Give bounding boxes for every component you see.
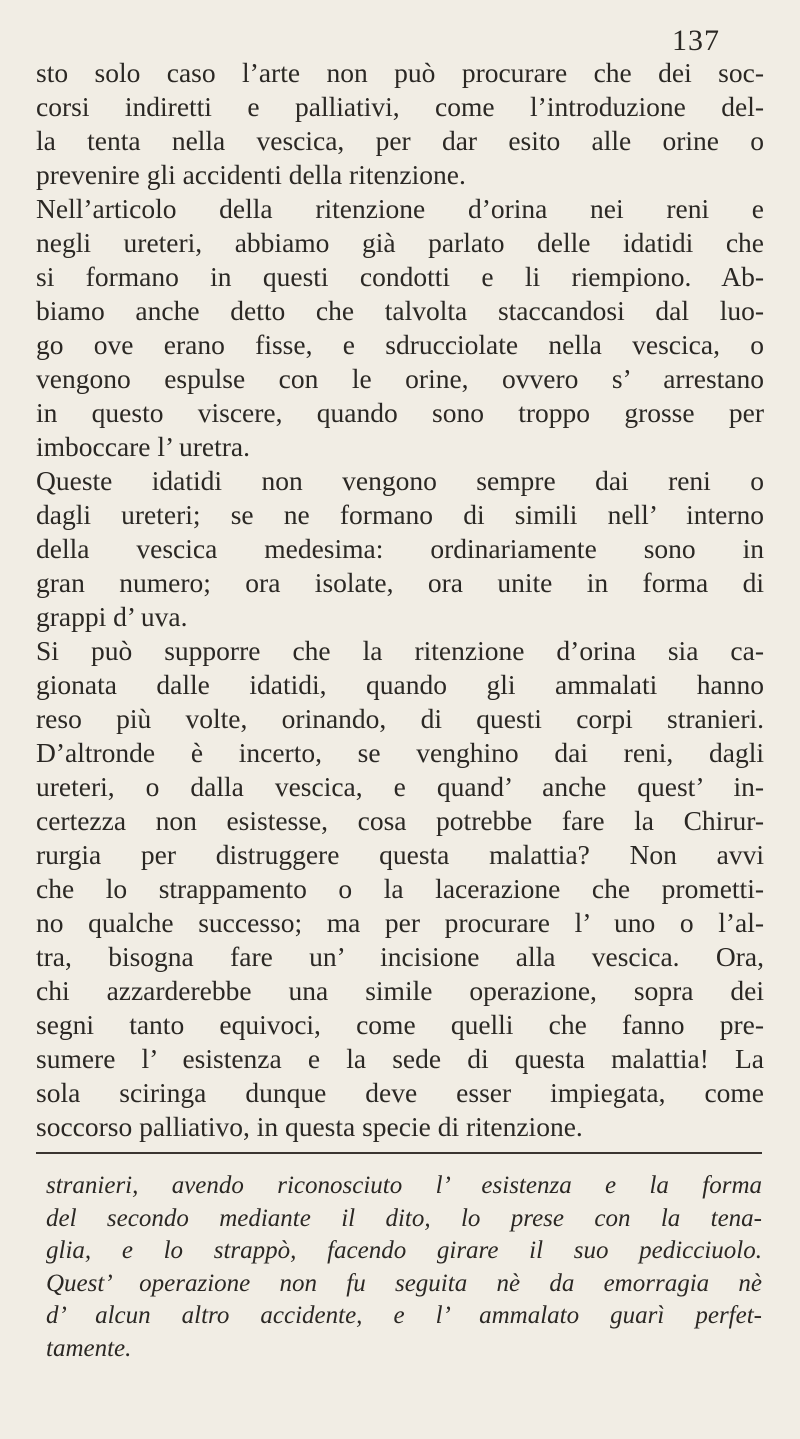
text-line: della vescica medesima: ordinariamente sono in [36, 533, 764, 564]
text-line: rurgia per distruggere questa malattia? Non avvi [36, 839, 764, 870]
text-line: segni tanto equivoci, come quelli che fanno pre- [36, 1009, 764, 1040]
text-line: in questo viscere, quando sono troppo grosse per [36, 397, 764, 428]
text-line: dagli ureteri; se ne formano di simili nell’ interno [36, 499, 764, 530]
text-line: negli ureteri, abbiamo già parlato delle idatidi che [36, 227, 764, 258]
text-line: chi azzarderebbe una simile operazione, sopra dei [36, 975, 764, 1006]
text-line: si formano in questi condotti e li riempiono. Ab- [36, 261, 764, 292]
footnote-line: d’ alcun altro accidente, e l’ ammalato guarì perfet- [46, 1302, 762, 1329]
footnote-line: Quest’ operazione non fu seguita nè da emorragia nè [46, 1269, 762, 1297]
text-line: go ove erano fisse, e sdrucciolate nella vescica, o [36, 329, 764, 360]
text-line: prevenire gli accidenti della ritenzione. [36, 159, 466, 190]
page-number: 137 [672, 24, 720, 57]
text-line: soccorso palliativo, in questa specie di ritenzione. [36, 1111, 583, 1142]
text-line: no qualche successo; ma per procurare l’ uno o l’al- [36, 907, 764, 938]
footnote-line: glia, e lo strappò, facendo girare il suo pedicciuolo. [46, 1237, 762, 1264]
text-line: Si può supporre che la ritenzione d’orina sia ca- [36, 635, 764, 666]
footnote-divider [36, 1152, 762, 1154]
text-line: certezza non esistesse, cosa potrebbe fare la Chirur- [36, 805, 764, 836]
footnote-line: tamente. [46, 1334, 132, 1362]
footnote [46, 1170, 762, 1365]
text-line: gionata dalle idatidi, quando gli ammalati hanno [36, 669, 764, 700]
text-line: ureteri, o dalla vescica, e quand’ anche quest’ in- [36, 771, 764, 802]
text-line: sto solo caso l’arte non può procurare che dei soc- [36, 57, 764, 88]
text-line: che lo strappamento o la lacerazione che prometti- [36, 873, 764, 904]
text-line: la tenta nella vescica, per dar esito alle orine o [36, 125, 764, 156]
text-line: sumere l’ esistenza e la sede di questa malattia! La [36, 1043, 764, 1074]
text-line: biamo anche detto che talvolta staccandosi dal luo- [36, 295, 764, 326]
footnote-line: stranieri, avendo riconosciuto l’ esistenza e la forma [46, 1172, 762, 1199]
text-line: tra, bisogna fare un’ incisione alla vescica. Ora, [36, 941, 764, 972]
text-line: gran numero; ora isolate, ora unite in forma di [36, 567, 764, 598]
text-line: vengono espulse con le orine, ovvero s’ arrestano [36, 363, 764, 394]
text-line: grappi d’ uva. [36, 601, 188, 632]
main-text [36, 56, 764, 1144]
text-line: corsi indiretti e palliativi, come l’introduzione del- [36, 91, 764, 122]
footnote-line: del secondo mediante il dito, lo prese con la tena- [46, 1204, 762, 1232]
text-line: reso più volte, orinando, di questi corpi stranieri. [36, 703, 764, 734]
text-line: D’altronde è incerto, se venghino dai reni, dagli [36, 737, 764, 768]
text-line: Queste idatidi non vengono sempre dai reni o [36, 465, 764, 496]
text-line: imboccare l’ uretra. [36, 431, 251, 462]
text-line: sola sciringa dunque deve esser impiegata, come [36, 1077, 764, 1108]
text-line: Nell’articolo della ritenzione d’orina nei reni e [36, 193, 764, 224]
